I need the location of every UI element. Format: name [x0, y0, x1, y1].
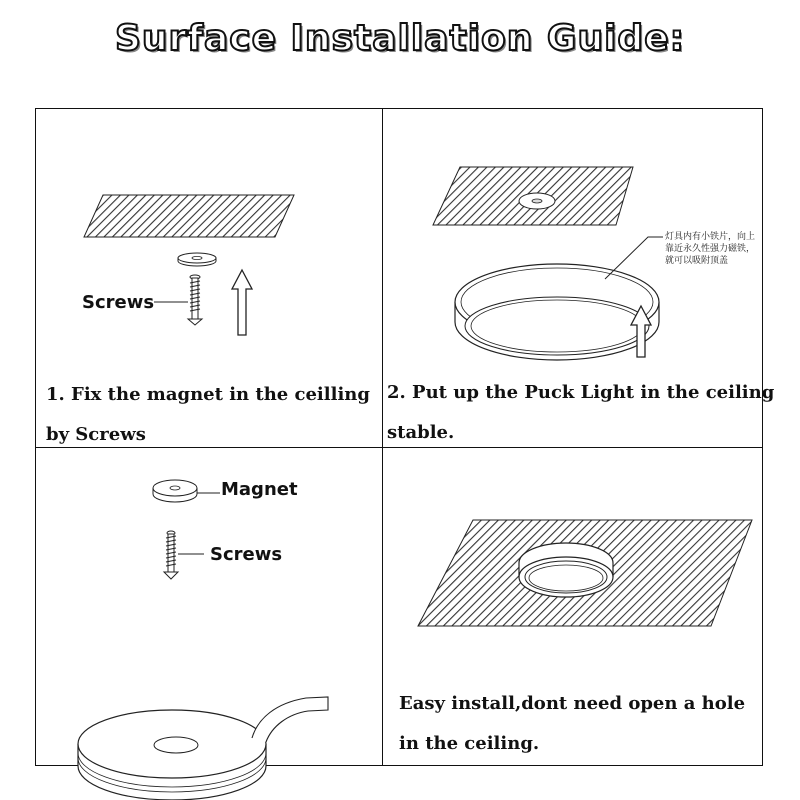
page-title: Surface Installation Guide: — [114, 18, 686, 59]
screws-label: Screws — [82, 292, 155, 313]
result-caption-line-2: in the ceiling. — [399, 733, 540, 754]
panel-step-2 — [383, 109, 775, 447]
panel-exploded-view — [36, 448, 382, 767]
step-2-caption-line-1: 2. Put up the Puck Light in the ceiling — [387, 382, 775, 403]
result-caption-line-1: Easy install,dont need open a hole — [399, 693, 746, 714]
panel-result — [383, 448, 764, 767]
instruction-grid — [35, 108, 775, 766]
magnet-label: Magnet — [221, 479, 298, 500]
step-2-caption-line-2: stable. — [387, 422, 455, 443]
step-1-caption-line-1: 1. Fix the magnet in the ceilling — [46, 384, 370, 405]
panel-step-1 — [36, 109, 382, 447]
puck-light-back-icon — [36, 448, 382, 767]
note-chinese-text: 灯具内有小铁片，向上靠近永久性强力磁铁，就可以吸附顶盖 — [665, 232, 756, 266]
step-1-caption-line-2: by Screws — [46, 424, 146, 445]
screws-label: Screws — [210, 544, 283, 565]
